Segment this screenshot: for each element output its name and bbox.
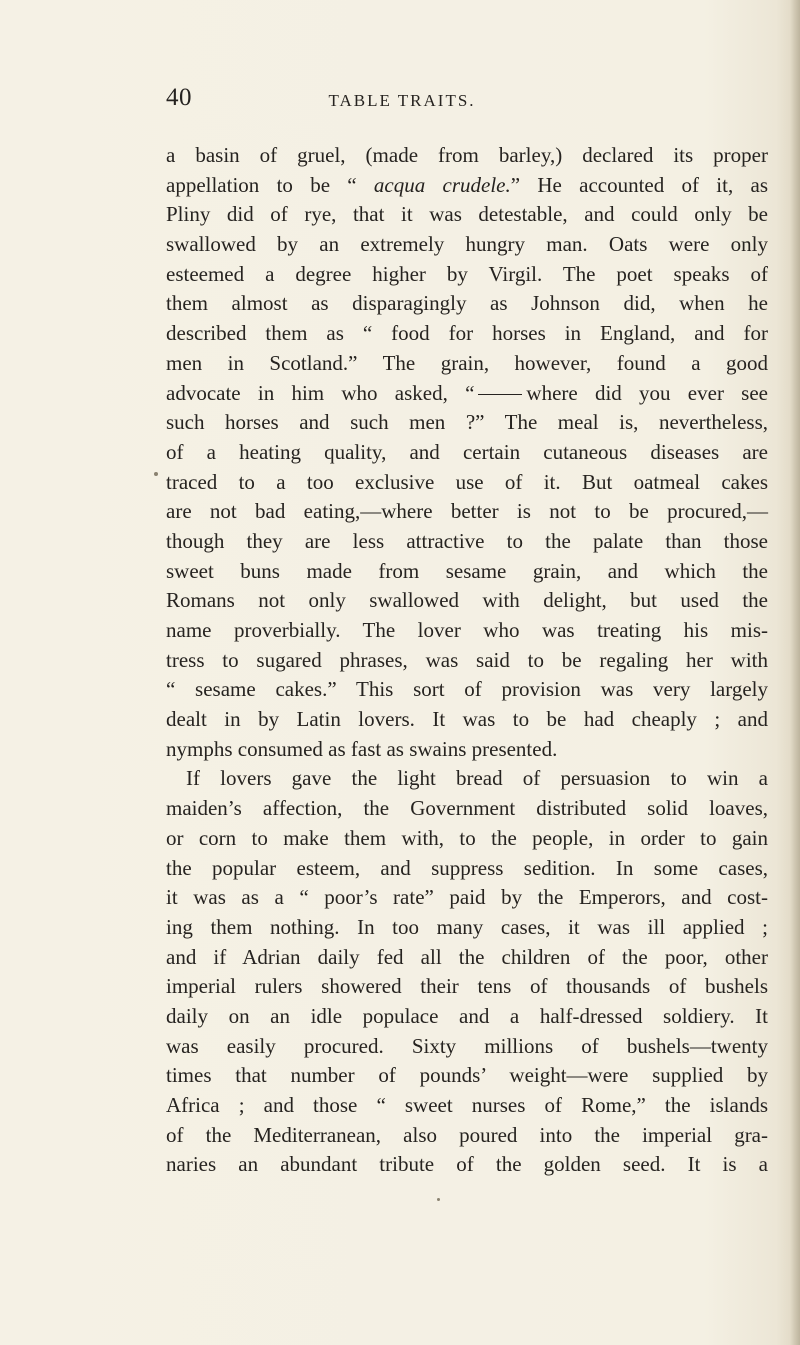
text-line: “ sesame cakes.” This sort of provision was very largely bbox=[166, 677, 768, 702]
text-line: nymphs consumed as fast as swains presented. bbox=[166, 736, 558, 761]
text-line: a basin of gruel, (made from barley,) declared its proper bbox=[166, 143, 768, 167]
text-line: Romans not only swallowed with delight, but used the bbox=[166, 588, 768, 613]
page-edge-shadow bbox=[790, 0, 800, 1345]
text-line: and if Adrian daily fed all the children of the poor, other bbox=[166, 944, 768, 969]
text-line: tress to sugared phrases, was said to be regaling her with bbox=[166, 647, 768, 672]
text-line: traced to a too exclusive use of it. But oatmeal cakes bbox=[166, 469, 768, 494]
text-line: described them as “ food for horses in England, and for bbox=[166, 321, 768, 346]
text-line: maiden’s affection, the Government distributed solid loaves, bbox=[166, 796, 768, 821]
text-line: men in Scotland.” The grain, however, found a good bbox=[166, 350, 768, 375]
text-line: Africa ; and those “ sweet nurses of Rome,” the islands bbox=[166, 1093, 768, 1117]
text-segment: where did you ever see bbox=[526, 380, 768, 405]
text-line: or corn to make them with, to the people, in order to gain bbox=[166, 825, 768, 850]
text-segment: appellation to be “ bbox=[166, 172, 374, 197]
body-text bbox=[166, 141, 768, 1180]
paper-speck bbox=[154, 472, 158, 476]
text-line: Pliny did of rye, that it was detestable, and could only be bbox=[166, 202, 768, 227]
text-line: imperial rulers showered their tens of thousands of bushels bbox=[166, 974, 768, 999]
text-line: esteemed a degree higher by Virgil. The poet speaks of bbox=[166, 261, 768, 286]
text-line: daily on an idle populace and a half-dressed soldiery. It bbox=[166, 1003, 768, 1028]
text-line: though they are less attractive to the palate than those bbox=[166, 528, 768, 553]
dash-rule bbox=[478, 394, 522, 395]
text-line: If lovers gave the light bread of persuasion to win a bbox=[186, 766, 768, 791]
text-line: naries an abundant tribute of the golden seed. It is a bbox=[166, 1152, 768, 1177]
text-line: dealt in by Latin lovers. It was to be had cheaply ; and bbox=[166, 707, 768, 732]
text-segment: ” He accounted of it, as bbox=[510, 172, 768, 197]
text-line: ing them nothing. In too many cases, it was ill applied ; bbox=[166, 914, 768, 939]
text-segment: advocate in him who asked, “ bbox=[166, 380, 475, 405]
text-line: such horses and such men ?” The meal is, nevertheless, bbox=[166, 410, 768, 435]
text-line: times that number of pounds’ weight—were supplied by bbox=[166, 1063, 768, 1088]
text-line bbox=[166, 171, 768, 201]
text-line: was easily procured. Sixty millions of bushels—twenty bbox=[166, 1033, 768, 1058]
text-line: the popular esteem, and suppress sedition. In some cases, bbox=[166, 855, 768, 880]
paper-speck bbox=[437, 1198, 440, 1201]
page-number: 40 bbox=[166, 84, 192, 111]
text-line: of a heating quality, and certain cutaneous diseases are bbox=[166, 439, 768, 464]
text-line: name proverbially. The lover who was treating his mis- bbox=[166, 618, 768, 642]
text-line: of the Mediterranean, also poured into the imperial gra- bbox=[166, 1122, 768, 1147]
running-head: TABLE TRAITS. bbox=[328, 91, 476, 110]
text-line: it was as a “ poor’s rate” paid by the Emperors, and cost- bbox=[166, 885, 768, 910]
italic-phrase: acqua crudele. bbox=[373, 172, 511, 197]
text-line: them almost as disparagingly as Johnson did, when he bbox=[166, 291, 768, 316]
text-line bbox=[166, 379, 768, 409]
text-line: swallowed by an extremely hungry man. Oats were only bbox=[166, 232, 768, 257]
text-line: are not bad eating,—where better is not to be procured,— bbox=[166, 499, 768, 524]
text-line: sweet buns made from sesame grain, and which the bbox=[166, 558, 768, 583]
